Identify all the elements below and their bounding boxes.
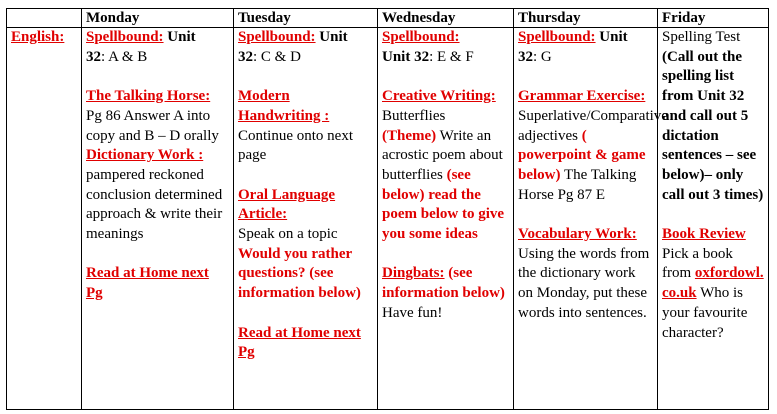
thursday-spell-detail: : G <box>533 48 552 65</box>
tuesday-spell-detail: : C & D <box>253 48 301 65</box>
tuesday-spell-title: Spellbound: <box>238 29 316 45</box>
wednesday-dingbats-red: (see information below) <box>382 265 505 302</box>
monday-dictionary-heading: Dictionary Work : <box>86 147 204 164</box>
header-friday: Friday <box>658 9 769 28</box>
wednesday-cell <box>378 28 514 410</box>
monday-spell-num: 32 <box>86 48 101 65</box>
homework-timetable <box>6 8 769 410</box>
wednesday-theme: (Theme) <box>382 127 437 144</box>
friday-cell <box>658 28 769 410</box>
monday-cell <box>82 28 234 410</box>
header-thursday: Thursday <box>514 9 658 28</box>
friday-spell-test: Spelling Test <box>662 29 741 45</box>
tuesday-spell-num: 32 <box>238 48 253 65</box>
wednesday-spell-unit: Unit <box>382 48 415 65</box>
tuesday-spell-unit: Unit <box>315 29 348 45</box>
thursday-spell-title: Spellbound: <box>518 29 596 45</box>
header-empty <box>7 9 82 28</box>
monday-read-at-home: Read at Home next Pg <box>86 265 209 302</box>
monday-dictionary-text: pampered reckoned conclusion determined approach & write their meanings <box>86 166 223 243</box>
tuesday-cell <box>234 28 378 410</box>
thursday-grammar-text: Superlative/Comparative adjectives <box>518 107 668 144</box>
friday-spell-bold: (Call out the spelling list from Unit 32 and call out 5 dictation sentences – see below)– only call out 3 times) <box>662 48 764 203</box>
header-wednesday: Wednesday <box>378 9 514 28</box>
tuesday-oral-heading: Oral Language Article: <box>238 186 336 223</box>
wednesday-dingbats-text: Have fun! <box>382 304 443 321</box>
wednesday-creative-text: Butterflies <box>382 107 446 124</box>
row-label-cell <box>7 28 82 410</box>
header-tuesday: Tuesday <box>234 9 378 28</box>
wednesday-dingbats-heading: Dingbats: <box>382 265 445 282</box>
wednesday-spell-num: 32 <box>414 48 430 65</box>
header-monday: Monday <box>82 9 234 28</box>
tuesday-oral-text: Speak on a topic <box>238 226 338 242</box>
monday-spell-detail: : A & B <box>101 48 148 65</box>
thursday-vocab-heading: Vocabulary Work: <box>518 226 637 242</box>
wednesday-see-below: (see below) read the poem below to give you some ideas <box>382 166 505 243</box>
friday-oxfordowl-link[interactable]: oxfordowl.co.uk <box>662 265 764 302</box>
friday-book-text2: Who is your favourite character? <box>662 285 748 341</box>
monday-spell-unit: Unit <box>163 29 196 45</box>
row-label: English: <box>11 29 65 45</box>
thursday-grammar-heading: Grammar Exercise: <box>518 88 646 105</box>
wednesday-creative-heading: Creative Writing: <box>382 88 496 105</box>
friday-book-review-heading: Book Review <box>662 226 746 243</box>
monday-talking-horse-heading: The Talking Horse: <box>86 88 211 105</box>
wednesday-spell-title: Spellbound: <box>382 29 460 45</box>
tuesday-read-at-home: Read at Home next Pg <box>238 324 361 361</box>
thursday-spell-num: 32 <box>518 48 533 65</box>
header-row <box>7 9 769 28</box>
thursday-grammar-red: ( powerpoint & game below) <box>518 127 646 183</box>
english-row <box>7 28 769 410</box>
tuesday-handwriting-heading: Modern Handwriting : <box>238 88 330 124</box>
friday-book-text: Pick a book from <box>662 245 733 282</box>
wednesday-theme-text: Write an acrostic poem about butterflies <box>382 127 503 183</box>
monday-talking-horse-text: Pg 86 Answer A into copy and B – D orally <box>86 107 219 144</box>
thursday-cell <box>514 28 668 410</box>
thursday-spell-unit: Unit <box>595 29 628 45</box>
thursday-vocab-text: Using the words from the dictionary work on Monday, put these words into sentences. <box>518 245 650 321</box>
wednesday-spell-detail: : E & F <box>429 48 474 65</box>
tuesday-oral-red: Would you rather questions? (see information below) <box>238 245 361 302</box>
thursday-grammar-text2: The Talking Horse Pg 87 E <box>518 166 637 203</box>
monday-spell-title: Spellbound: <box>86 29 164 45</box>
tuesday-handwriting-text: Continue onto next page <box>238 127 353 164</box>
